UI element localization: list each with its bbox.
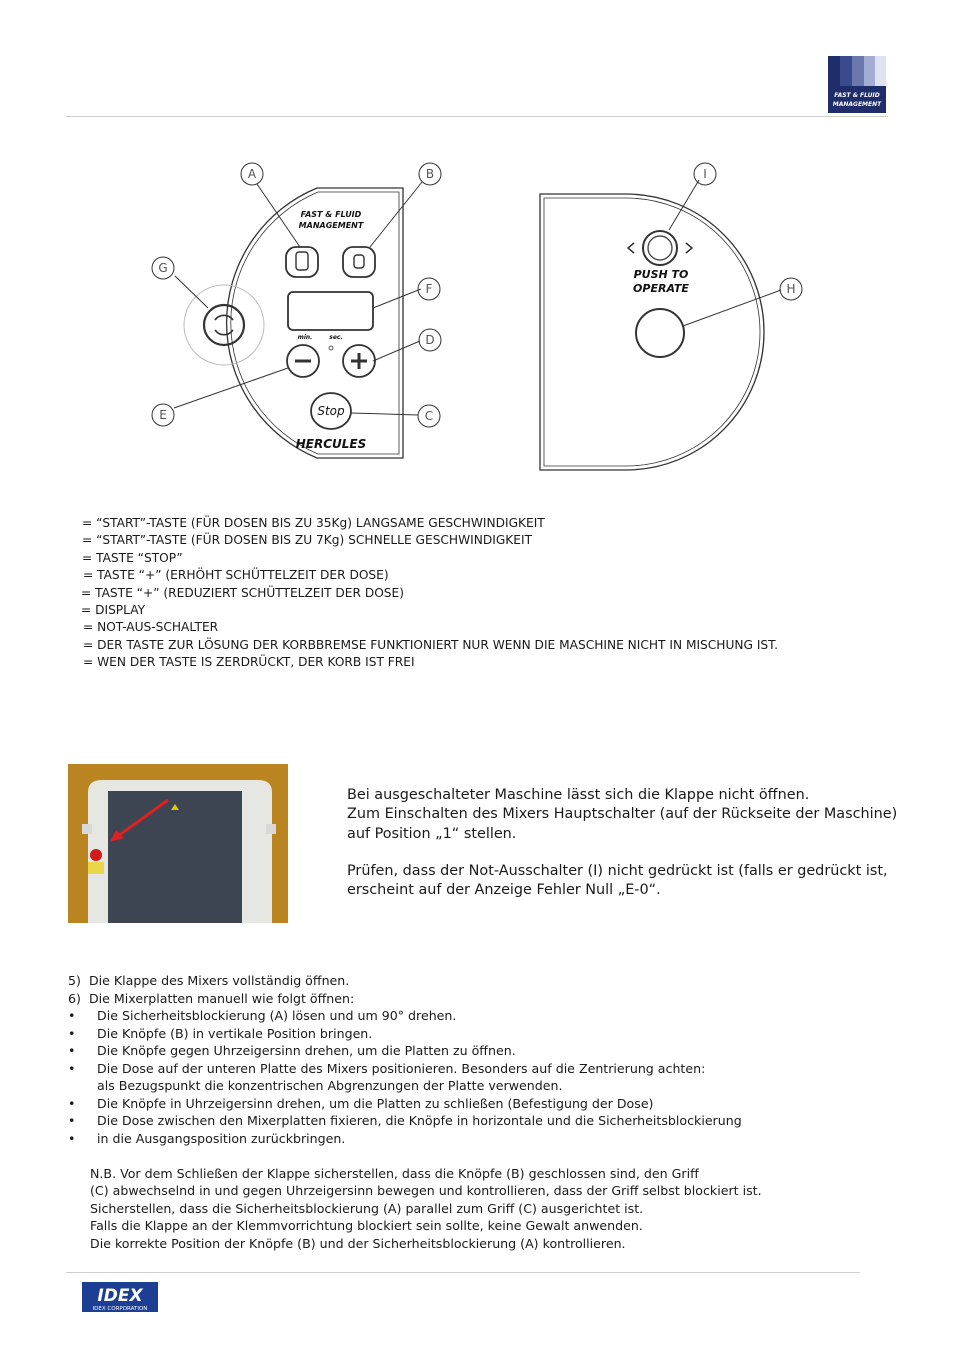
brand-logo-line1: FAST & FLUID [834,92,880,99]
machine-photo-graphic [68,764,288,923]
bullet-item [68,1042,742,1060]
model-label: HERCULES [295,437,367,451]
sec-label: sec. [329,334,343,341]
bullet-text: in die Ausgangsposition zurückbringen. [97,1130,346,1146]
callout-g: G [158,261,168,275]
bullet-text: Die Sicherheitsblockierung (A) lösen und um 90° drehen. [97,1008,457,1023]
legend-item: = NOT-AUS-SCHALTER [83,620,219,635]
bullet-item [68,1095,742,1113]
back-panel-svg [536,158,806,478]
instruction-line: Prüfen, dass der Not-Ausschalter (I) nicht gedrückt ist (falls er gedrückt ist, [347,862,888,879]
bullet-text: als Bezugspunkt die konzentrischen Abgrenzungen der Platte verwenden. [97,1078,563,1093]
brand-logo [828,56,886,113]
bullet-text: Die Knöpfe (B) in vertikale Position bringen. [97,1025,373,1041]
display-icon [288,292,373,330]
idex-logo [82,1282,158,1312]
bullet-item [68,1130,742,1148]
start-fast-button-icon [343,247,375,277]
step-item [68,972,742,990]
note-line: N.B. Vor dem Schließen der Klappe sicherstellen, dass die Knöpfe (B) geschlossen sind, den Griff [90,1166,699,1181]
idex-logo-sub: IDEX CORPORATION [92,1306,148,1312]
legend-item: = “START”-TASTE (FÜR DOSEN BIS ZU 7Kg) SCHNELLE GESCHWINDIGKEIT [82,533,533,548]
note-line: Falls die Klappe an der Klemmvorrichtung blockiert sein sollte, keine Gewalt anwenden. [90,1218,643,1234]
step-text: Die Klappe des Mixers vollständig öffnen. [88,973,350,988]
bullet-text: Die Knöpfe in Uhrzeigersinn drehen, um die Platten zu schließen (Befestigung der Dose) [97,1095,654,1111]
back-panel-diagram [536,158,806,478]
legend-item: = DISPLAY [81,603,146,618]
back-panel-outline [540,194,764,470]
bullet-item [68,1007,742,1025]
bullet-icon: • [68,1043,76,1058]
button-legend [81,515,778,672]
brand-logo-graphic [828,56,886,113]
legend-item: = TASTE “+” (REDUZIERT SCHÜTTELZEIT DER DOSE) [81,585,405,600]
machine-instructions [347,786,897,918]
procedure-steps [68,972,742,1147]
stop-label: Stop [317,404,345,418]
min-label: min. [297,334,313,341]
bullet-continuation [68,1077,742,1095]
callout-h: H [786,282,796,296]
callout-b: B [425,167,435,181]
bullet-text: Die Knöpfe gegen Uhrzeigersinn drehen, um die Platten zu öffnen. [97,1043,516,1058]
note-line: Sicherstellen, dass die Sicherheitsblockierung (A) parallel zum Griff (C) ausgerichtet ist. [90,1200,644,1216]
note-block [90,1165,762,1252]
instruction-line: Zum Einschalten des Mixers Hauptschalter (auf der Rückseite der Maschine) [347,806,898,823]
step-number: 5) [68,973,81,988]
callout-d: D [425,333,435,347]
bullet-text: Die Dose auf der unteren Platte des Mixers positionieren. Besonders auf die Zentrierung achten: [97,1060,706,1076]
bullet-text: Die Dose zwischen den Mixerplatten fixieren, die Knöpfe in horizontale und die Sicherheitsblockierung [97,1113,742,1128]
legend-item: = TASTE “STOP” [82,550,183,565]
note-line: Die korrekte Position der Knöpfe (B) und der Sicherheitsblockierung (A) kontrollieren. [90,1235,626,1251]
emergency-stop-button-icon [636,309,684,357]
bullet-icon: • [68,1025,76,1041]
bullet-item [68,1060,742,1078]
header-rule [66,116,888,117]
footer-rule [66,1272,860,1273]
push-line1: PUSH TO [633,268,689,281]
note-line: (C) abwechselnd in und gegen Uhrzeigersinn bewegen und kontrollieren, dass der Griff selbst blockiert ist. [90,1183,762,1199]
legend-item: = “START”-TASTE (FÜR DOSEN BIS ZU 35Kg) LANGSAME GESCHWINDIGKEIT [82,516,545,530]
idex-logo-graphic [82,1282,158,1312]
front-panel-diagram [145,158,455,478]
legend-item: = WEN DER TASTE IS ZERDRÜCKT, DER KORB IST FREI [83,655,415,670]
step-item [68,990,742,1008]
bullet-item [68,1112,742,1130]
instruction-line: auf Position „1“ stellen. [347,825,517,842]
bullet-icon: • [68,1095,76,1111]
panel-brand-line1: FAST & FLUID [300,210,362,219]
legend-item: = TASTE “+” (ERHÖHT SCHÜTTELZEIT DER DOSE) [83,568,389,583]
callout-e: E [159,408,167,422]
idex-logo-text: IDEX [97,1286,143,1306]
front-panel-svg [145,158,455,478]
push-line2: OPERATE [633,282,689,295]
instruction-line: Bei ausgeschalteter Maschine lässt sich die Klappe nicht öffnen. [347,787,810,803]
emergency-knob-icon [204,305,244,345]
step-number: 6) [68,990,81,1006]
bullet-icon: • [68,1060,76,1076]
step-text: Die Mixerplatten manuell wie folgt öffnen: [88,990,355,1006]
bullet-icon: • [68,1130,76,1146]
brand-logo-line2: MANAGEMENT [832,101,882,108]
callout-c: C [424,409,434,423]
machine-photo [68,764,288,923]
instruction-line: erscheint auf der Anzeige Fehler Null „E-0“. [347,882,661,899]
panel-brand-line2: MANAGEMENT [298,221,364,230]
bullet-icon: • [68,1113,76,1128]
bullet-item [68,1025,742,1043]
legend-item: = DER TASTE ZUR LÖSUNG DER KORBBREMSE FUNKTIONIERT NUR WENN DIE MASCHINE NICHT IN MISCHUNG IST. [83,637,779,652]
bullet-icon: • [68,1008,76,1023]
callout-a: A [247,167,257,181]
callout-i: I [703,167,707,181]
callout-f: F [425,282,433,296]
